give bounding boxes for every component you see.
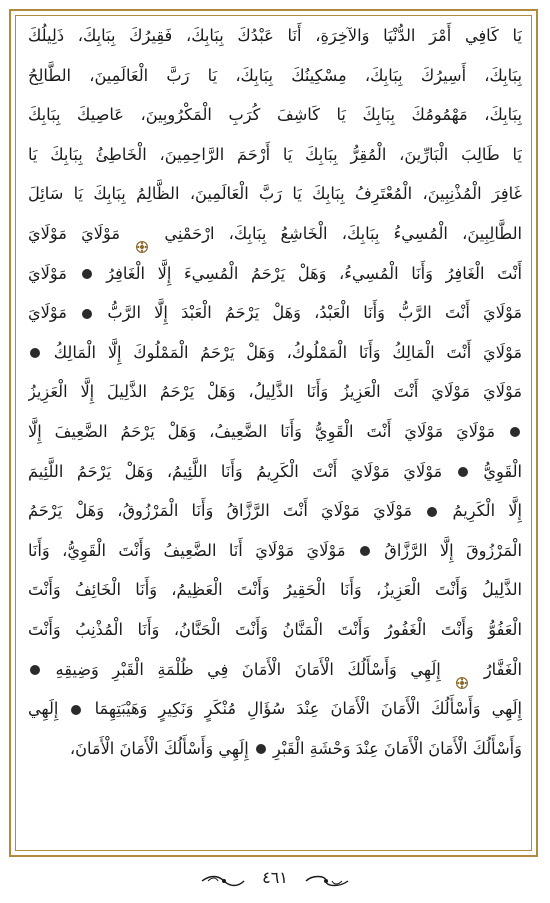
- verse-dot-icon: [427, 507, 437, 517]
- prayer-line: [28, 174, 522, 214]
- prayer-line: [28, 333, 522, 373]
- verse-dot-icon: [458, 467, 468, 477]
- prayer-text-segment: الْقَوِيُّ: [469, 461, 522, 481]
- prayer-text-segment: إِلَهِي وَأَسْأَلُكَ الْأَمَانَ الْأَمَانَ فِي ظُلْمَةِ الْقَبْرِ وَضِيقِهِ: [42, 659, 455, 679]
- prayer-text-segment: إِلَّا الْكَرِيمُ: [439, 501, 522, 521]
- prayer-text-segment: يَا طَالِبَ الْبَارِّينَ، الْمُقِرُّ بِبَابِكَ يَا أَرْحَمَ الرَّاحِمِينَ، الْخَاطِئُ بِبَابِكَ يَا: [28, 144, 522, 164]
- prayer-text-segment: مَوْلَايَ: [28, 303, 81, 323]
- prayer-line: [28, 729, 522, 769]
- right-flourish-icon: [304, 874, 350, 888]
- rosette-icon: [456, 664, 468, 676]
- prayer-line: [28, 491, 522, 531]
- prayer-line: [28, 650, 522, 690]
- prayer-line: [28, 214, 522, 254]
- verse-dot-icon: [30, 348, 40, 358]
- prayer-line: [28, 570, 522, 610]
- verse-dot-icon: [30, 665, 40, 675]
- prayer-text-segment: بِبَابِكَ، مَهْمُومُكَ بِبَابِكَ يَا كَاشِفَ كُرَبِ الْمَكْرُوبِينَ، عَاصِيكَ بِبَابِكَ: [28, 105, 522, 125]
- page-number: ٤٦١: [262, 868, 288, 887]
- prayer-line: [28, 16, 522, 56]
- prayer-text-segment: الذَّلِيلُ وَأَنْتَ الْعَزِيزُ، وَأَنَا الْحَقِيرُ وَأَنْتَ الْعَظِيمُ، وَأَنَا الْخَائِفُ وَأَنْتَ: [28, 580, 522, 600]
- page-footer: [0, 866, 550, 896]
- prayer-text-segment: مَوْلَايَ أَنْتَ الْمَالِكُ وَأَنَا الْمَمْلُوكُ، وَهَلْ يَرْحَمُ الْمَمْلُوكَ إِلَّا الْمَالِكُ: [42, 342, 522, 362]
- prayer-text-segment: مَوْلَايَ مَوْلَايَ أَنْتَ الْقَوِيُّ وَأَنَا الضَّعِيفُ، وَهَلْ يَرْحَمُ الضَّعِيفَ إِلَّا: [28, 421, 508, 441]
- prayer-text-segment: وَأَسْأَلُكَ الْأَمَانَ الْأَمَانَ عِنْدَ وَحْشَةِ الْقَبْرِ: [267, 738, 522, 758]
- verse-dot-icon: [360, 546, 370, 556]
- prayer-line: [28, 452, 522, 492]
- prayer-text-segment: مَوْلَايَ مَوْلَايَ أَنْتَ الْكَرِيمُ وَأَنَا اللَّئِيمُ، وَهَلْ يَرْحَمُ اللَّئِيمَ: [28, 461, 456, 481]
- verse-dot-icon: [71, 705, 81, 715]
- prayer-text-segment: مَوْلَايَ مَوْلَايَ: [28, 223, 135, 243]
- prayer-text-segment: إِلَهِي: [28, 699, 70, 719]
- prayer-text-segment: بِبَابِكَ، أَسِيرُكَ بِبَابِكَ، مِسْكِينُكَ بِبَابِكَ، يَا رَبَّ الْعَالَمِينَ، الطَّالِحُ: [28, 65, 522, 85]
- prayer-text-body: [28, 16, 522, 848]
- left-flourish-icon: [200, 874, 246, 888]
- prayer-text-segment: إِلَهِي وَأَسْأَلُكَ الْأَمَانَ الْأَمَانَ عِنْدَ سُؤَالِ مُنْكَرٍ وَنَكِيرٍ وَهَيْبَتِهِمَا: [83, 699, 522, 719]
- rosette-icon: [136, 228, 148, 240]
- prayer-text-segment: مَوْلَايَ أَنْتَ الرَّبُّ وَأَنَا الْعَبْدُ، وَهَلْ يَرْحَمُ الْعَبْدَ إِلَّا الرَّبُّ: [94, 303, 522, 323]
- prayer-text-segment: الطَّالِبِينَ، الْمُسِيءُ بِبَابِكَ، الْخَاشِعُ بِبَابِكَ، ارْحَمْنِي: [150, 223, 522, 243]
- prayer-text-segment: مَوْلَايَ مَوْلَايَ أَنْتَ الرَّزَّاقُ وَأَنَا الْمَرْزُوقُ، وَهَلْ يَرْحَمُ: [28, 501, 426, 521]
- prayer-line: [28, 56, 522, 96]
- prayer-line: [28, 254, 522, 294]
- verse-dot-icon: [256, 744, 266, 754]
- prayer-line: [28, 531, 522, 571]
- verse-dot-icon: [82, 269, 92, 279]
- prayer-line: [28, 412, 522, 452]
- verse-dot-icon: [510, 427, 520, 437]
- prayer-line: [28, 689, 522, 729]
- verse-dot-icon: [82, 309, 92, 319]
- prayer-line: [28, 372, 522, 412]
- prayer-text-segment: مَوْلَايَ مَوْلَايَ أَنَا الضَّعِيفُ وَأَنْتَ الْقَوِيُّ، وَأَنَا: [28, 540, 358, 560]
- prayer-text-segment: مَوْلَايَ مَوْلَايَ أَنْتَ الْعَزِيزُ وَأَنَا الذَّلِيلُ، وَهَلْ يَرْحَمُ الذَّلِيلَ إِلَّا الْعَزِيزُ: [28, 382, 522, 402]
- prayer-line: [28, 135, 522, 175]
- prayer-line: [28, 293, 522, 333]
- prayer-line: [28, 610, 522, 650]
- prayer-text-segment: الْغَفَّارُ: [470, 659, 522, 679]
- prayer-text-segment: يَا كَافِي أَمْرَ الدُّنْيَا وَالآخِرَةِ، أَنَا عَبْدُكَ بِبَابِكَ، فَقِيرُكَ بِبَابِكَ، ذَلِيلُكَ: [28, 26, 522, 45]
- prayer-text-segment: الْمَرْزُوقَ إِلَّا الرَّزَّاقُ: [371, 540, 522, 560]
- prayer-text-segment: مَوْلَايَ: [28, 263, 80, 283]
- prayer-text-segment: الْعَفُوُّ وَأَنْتَ الْغَفُورُ وَأَنْتَ الْمَنَّانُ وَأَنْتَ الْحَنَّانُ، وَأَنَا الْمُذْنِبُ وَأَنْتَ: [28, 619, 522, 639]
- prayer-line: [28, 95, 522, 135]
- prayer-text-segment: إِلَهِي وَأَسْأَلُكَ الْأَمَانَ الْأَمَانَ،: [69, 738, 254, 758]
- prayer-text-segment: أَنْتَ الْغَافِرُ وَأَنَا الْمُسِيءُ، وَهَلْ يَرْحَمُ الْمُسِيءَ إِلَّا الْغَافِرُ: [93, 263, 522, 283]
- prayer-text-segment: غَافِرَ الْمُذْنِبِينَ، الْمُعْتَرِفُ بِبَابِكَ يَا رَبَّ الْعَالَمِينَ، الظَّالِمُ بِبَابِكَ يَا سَائِلَ: [28, 184, 522, 204]
